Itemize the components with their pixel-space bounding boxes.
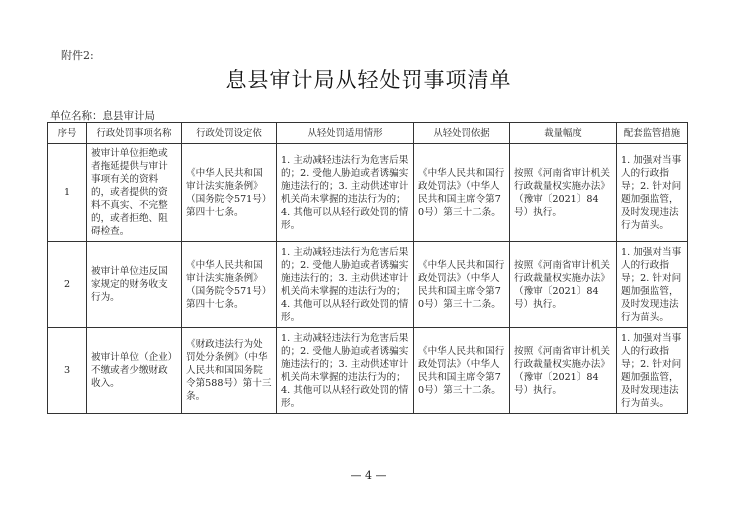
item-name-cell: 被审计单位（企业）不缴或者少缴财政收入。 bbox=[87, 328, 182, 414]
table-row bbox=[48, 144, 688, 242]
header-cell-measures: 配套监管措施 bbox=[617, 123, 688, 144]
basis-cell: 《中华人民共和国审计法实施条例》（国务院令571号）第四十七条。 bbox=[182, 242, 277, 328]
penalty-list-table bbox=[47, 122, 688, 414]
header-cell-conditions: 从轻处罚适用情形 bbox=[277, 123, 414, 144]
discretion-range-cell: 按照《河南省审计机关行政裁量权实施办法》（豫审〔2021〕84号）执行。 bbox=[510, 242, 617, 328]
conditions-cell: 1. 主动减轻违法行为危害后果的；2. 受他人胁迫或者诱骗实施违法行的；3. 主动供述审计机关尚未掌握的违法行为的；4. 其他可以从轻行政处罚的情形。 bbox=[277, 328, 414, 414]
table-row bbox=[48, 328, 688, 414]
measures-cell: 1. 加强对当事人的行政指导；2. 针对问题加强监管，及时发现违法行为苗头。 bbox=[617, 144, 688, 242]
table-header-row bbox=[48, 123, 688, 144]
row-number: 3 bbox=[48, 328, 87, 414]
header-cell-basis: 行政处罚设定依 bbox=[182, 123, 277, 144]
document-title: 息县审计局从轻处罚事项清单 bbox=[225, 68, 512, 92]
row-number: 2 bbox=[48, 242, 87, 328]
measures-cell: 1. 加强对当事人的行政指导；2. 针对问题加强监管，及时发现违法行为苗头。 bbox=[617, 242, 688, 328]
discretion-range-cell: 按照《河南省审计机关行政裁量权实施办法》（豫审〔2021〕84号）执行。 bbox=[510, 328, 617, 414]
header-cell-name: 行政处罚事项名称 bbox=[87, 123, 182, 144]
discretion-range-cell: 按照《河南省审计机关行政裁量权实施办法》（豫审〔2021〕84号）执行。 bbox=[510, 144, 617, 242]
conditions-cell: 1. 主动减轻违法行为危害后果的；2. 受他人胁迫或者诱骗实施违法行的；3. 主动供述审计机关尚未掌握的违法行为的；4. 其他可以从轻行政处罚的情形。 bbox=[277, 144, 414, 242]
row-number: 1 bbox=[48, 144, 87, 242]
unit-name-line: 单位名称：息县审计局 bbox=[50, 110, 155, 122]
measures-cell: 1. 加强对当事人的行政指导；2. 针对问题加强监管，及时发现违法行为苗头。 bbox=[617, 328, 688, 414]
header-cell-legal: 从轻处罚依据 bbox=[414, 123, 510, 144]
attachment-label: 附件2: bbox=[61, 49, 94, 62]
header-cell-range: 裁量幅度 bbox=[510, 123, 617, 144]
legal-basis-cell: 《中华人民共和国行政处罚法》（中华人民共和国主席令第70号）第三十二条。 bbox=[414, 242, 510, 328]
header-cell-no: 序号 bbox=[48, 123, 87, 144]
basis-cell: 《财政违法行为处罚处分条例》（中华人民共和国国务院令第588号）第十三条。 bbox=[182, 328, 277, 414]
item-name-cell: 被审计单位违反国家规定的财务收支行为。 bbox=[87, 242, 182, 328]
legal-basis-cell: 《中华人民共和国行政处罚法》（中华人民共和国主席令第70号）第三十二条。 bbox=[414, 328, 510, 414]
conditions-cell: 1. 主动减轻违法行为危害后果的；2. 受他人胁迫或者诱骗实施违法行的；3. 主动供述审计机关尚未掌握的违法行为的；4. 其他可以从轻行政处罚的情形。 bbox=[277, 242, 414, 328]
basis-cell: 《中华人民共和国审计法实施条例》（国务院令571号）第四十七条。 bbox=[182, 144, 277, 242]
page-number: — 4 — bbox=[350, 469, 387, 482]
item-name-cell: 被审计单位拒绝或者拖延提供与审计事项有关的资料的，或者提供的资料不真实、不完整的，或者拒绝、阻碍检查。 bbox=[87, 144, 182, 242]
table-row bbox=[48, 242, 688, 328]
legal-basis-cell: 《中华人民共和国行政处罚法》（中华人民共和国主席令第70号）第三十二条。 bbox=[414, 144, 510, 242]
